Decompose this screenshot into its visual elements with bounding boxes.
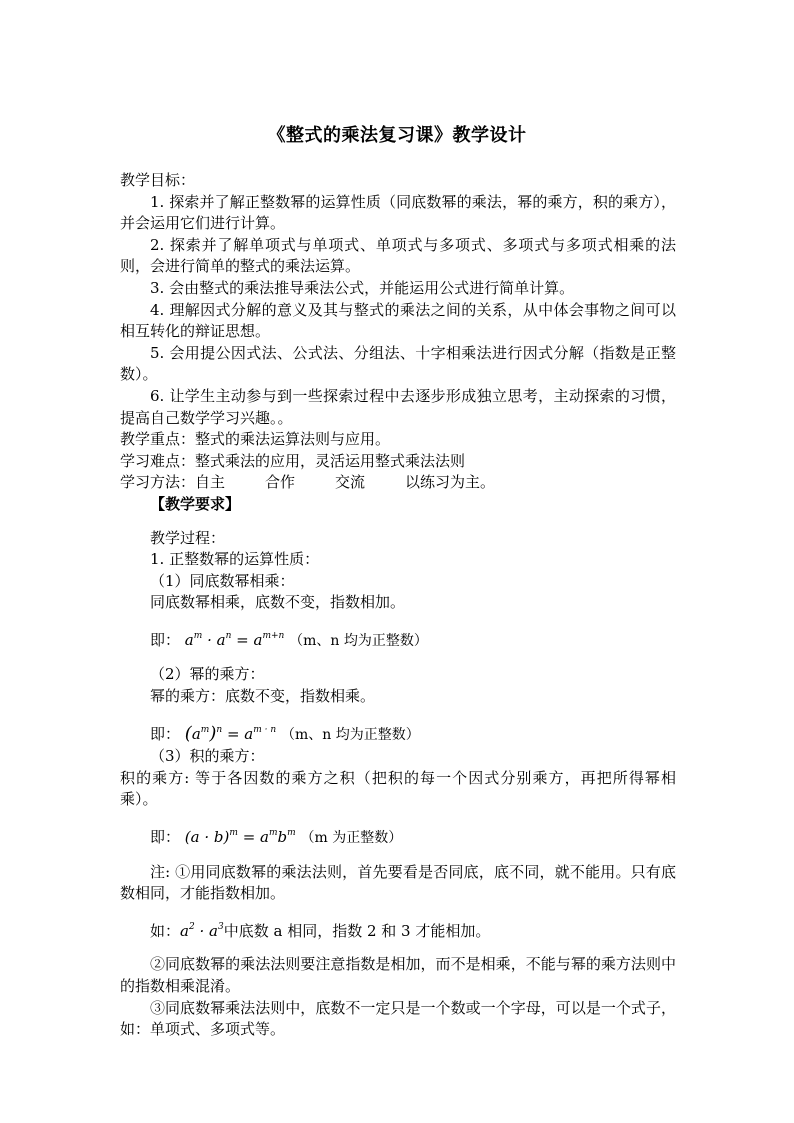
method-item-exchange: 交流 — [335, 473, 366, 492]
document-title: 《整式的乘法复习课》教学设计 — [267, 125, 527, 146]
goal-item-6: 6. 让学生主动参与到一些探索过程中去逐步形成独立思考，主动探索的习惯，提高自己数学学习兴趣。。 — [120, 386, 676, 427]
sub-2-formula — [120, 720, 676, 747]
formula-power-of-power: $(a^m)^n = a^{m \cdot n}$ — [184, 722, 277, 744]
difficulty: 学习难点：整式乘法的应用，灵活运用整式乘法法则 — [120, 451, 466, 470]
formula-condition: （m、n 均为正整数） — [280, 726, 420, 743]
learning-method — [120, 472, 676, 494]
sub-1-rule: 同底数幂相乘，底数不变，指数相加。 — [150, 593, 406, 612]
formula-product-of-powers: $a^m \cdot a^n = a^{m+n}$ — [184, 630, 285, 649]
formula-condition: （m 为正整数） — [300, 830, 403, 847]
sub-3-formula — [120, 823, 676, 850]
method-label: 学习方法：自主 — [120, 473, 226, 492]
example-prefix: 如： — [150, 921, 181, 940]
example-text: 中底数 a 相同，指数 2 和 3 才能相加。 — [223, 921, 491, 940]
formula-prefix: 即： — [150, 724, 181, 743]
formula-prefix: 即： — [150, 630, 181, 649]
sub-1-formula — [120, 626, 676, 653]
sub-3-rule: 积的乘方: 等于各因数的乘方之积（把积的每一个因式分别乘方，再把所得幂相乘）。 — [120, 768, 676, 809]
example — [120, 917, 676, 943]
method-item-cooperate: 合作 — [265, 473, 296, 492]
goals-heading: 教学目标： — [120, 171, 196, 189]
formula-power-of-product: $(a \cdot b)^m = a^mb^m$ — [184, 828, 296, 847]
goal-item-3: 3. 会由整式的乘法推导乘法公式，并能运用公式进行简单计算。 — [150, 278, 575, 297]
note-2: ②同底数幂的乘法法则要注意指数是相加，而不是相乘，不能与幂的乘方法则中的指数相乘混淆。 — [120, 955, 676, 995]
note-3: ③同底数幂乘法法则中，底数不一定只是一个数或一个字母，可以是一个式子，如：单项式、多项式等。 — [120, 998, 676, 1039]
sub-2-rule: 幂的乘方：底数不变，指数相乘。 — [150, 687, 376, 706]
sub-1-label: （1）同底数幂相乘： — [150, 571, 295, 590]
goal-item-2: 2. 探索并了解单项式与单项式、单项式与多项式、多项式与多项式相乘的法则，会进行简单的整式的乘法运算。 — [120, 235, 676, 276]
example-formula: $a^2 \cdot a^3$ — [180, 921, 224, 940]
note-1: 注: ①用同底数幂的乘法法则，首先要看是否同底，底不同，就不能用。只有底数相同，才能指数相加。 — [120, 862, 676, 903]
key-point: 教学重点：整式的乘法运算法则与应用。 — [120, 430, 391, 449]
section-1-heading: 1. 正整数幂的运算性质： — [150, 550, 320, 569]
sub-2-label: （2）幂的乘方： — [150, 665, 265, 684]
document-body — [120, 170, 676, 1041]
formula-prefix: 即： — [150, 828, 181, 847]
formula-condition: （m、n 均为正整数） — [289, 632, 428, 649]
goal-item-1: 1. 探索并了解正整数幂的运算性质（同底数幂的乘法，幂的乘方，积的乘方），并会运用它们进行计算。 — [120, 192, 676, 233]
method-item-practice: 以练习为主。 — [405, 473, 496, 492]
process-heading: 教学过程： — [150, 528, 226, 547]
goal-item-5: 5. 会用提公因式法、公式法、分组法、十字相乘法进行因式分解（指数是正整数）。 — [120, 343, 676, 384]
goal-item-4: 4. 理解因式分解的意义及其与整式的乘法之间的关系，从中体会事物之间可以相互转化的辩证思想。 — [120, 300, 676, 341]
sub-3-label: （3）积的乘方： — [150, 747, 265, 766]
requirements-heading: 【教学要求】 — [150, 494, 241, 513]
